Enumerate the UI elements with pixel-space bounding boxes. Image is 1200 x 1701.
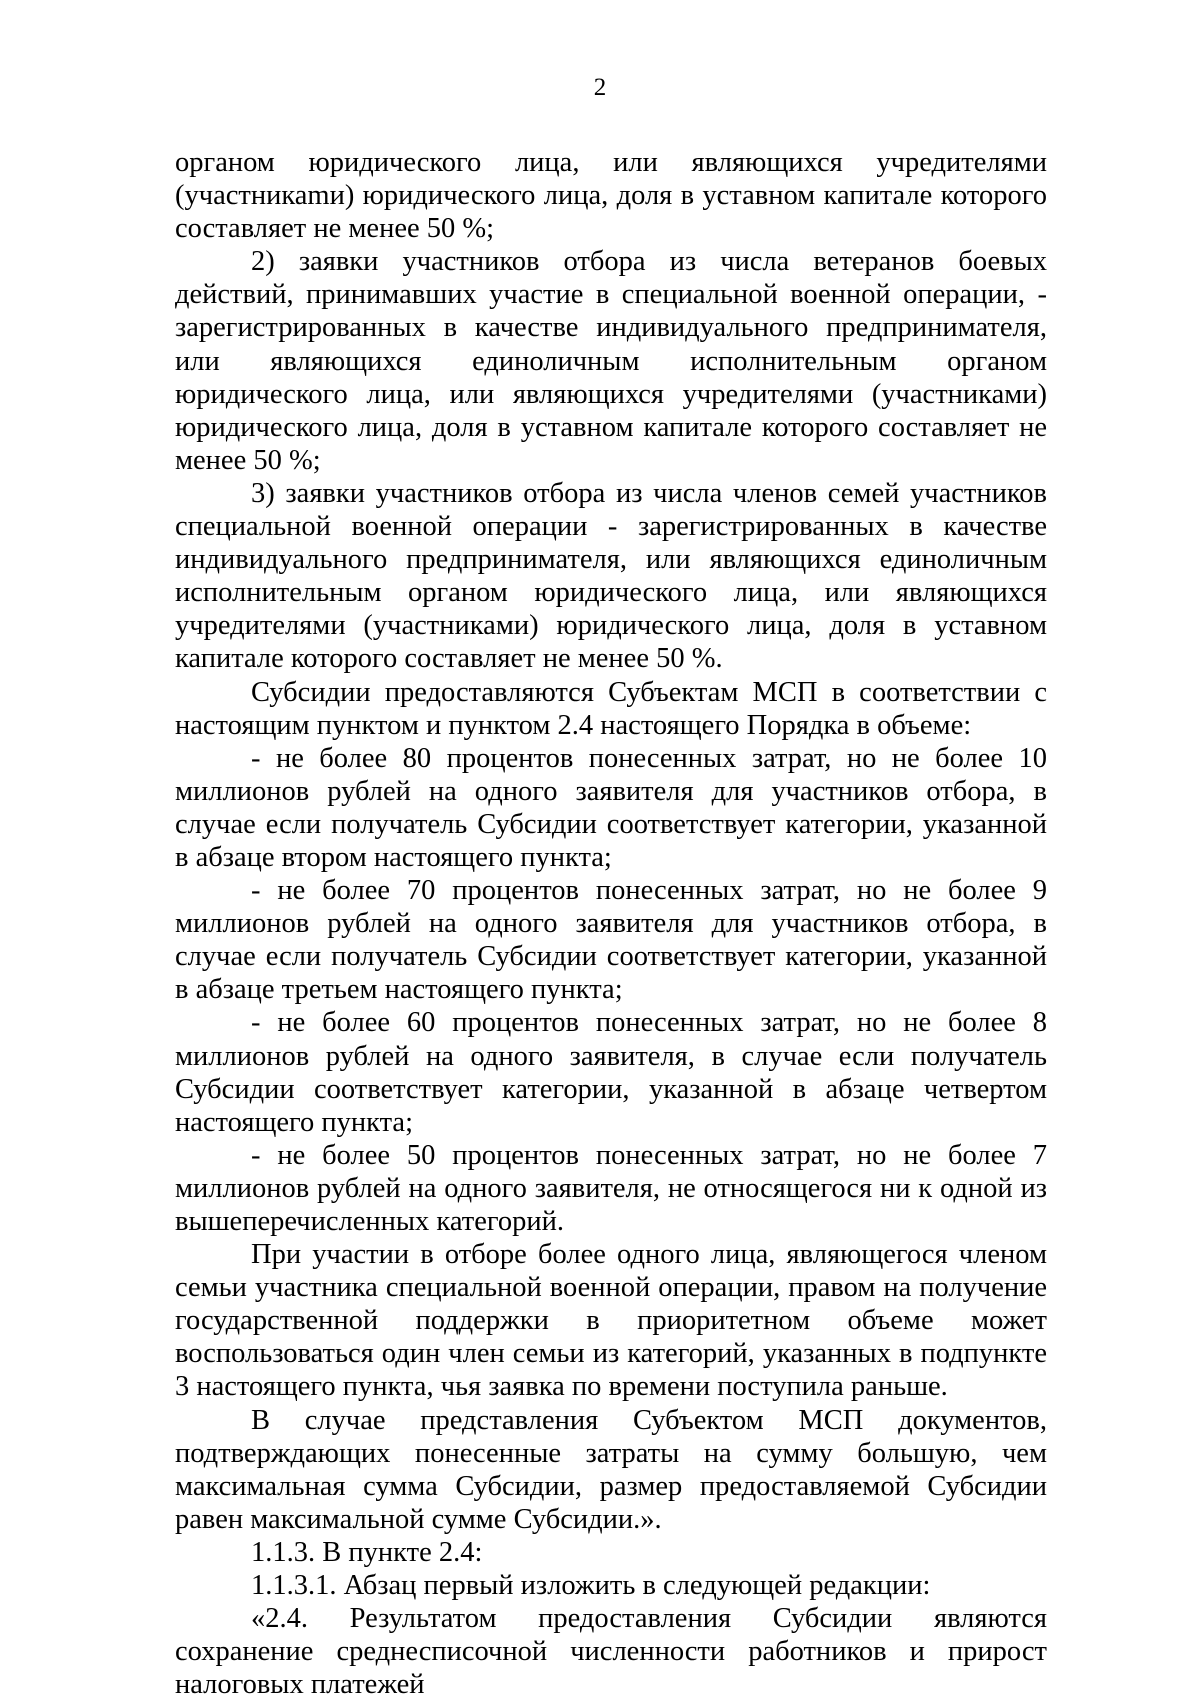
paragraph-limit-50: - не более 50 процентов понесенных затрат, но не более 7 миллионов рублей на одного заявителя, не относящегося ни к одной из вышеперечисленных категорий.	[175, 1139, 1047, 1237]
page-number: 2	[593, 74, 607, 101]
paragraph-2-4: «2.4. Результатом предоставления Субсидии являются сохранение среднесписочной численности работников и прирост налоговых платежей	[175, 1603, 1047, 1701]
paragraph-limit-60: - не более 60 процентов понесенных затрат, но не более 8 миллионов рублей на одного заявителя, в случае если получатель Субсидии соответствует категории, указанной в абзаце четвертом настоящего пункта;	[175, 1007, 1047, 1138]
paragraph-1-1-3-1: 1.1.3.1. Абзац первый изложить в следующей редакции:	[251, 1570, 931, 1602]
paragraph-max-sum: В случае представления Субъектом МСП документов, подтверждающих понесенные затраты на сумму большую, чем максимальная сумма Субсидии, размер предоставляемой Субсидии равен максимальной сумме Субсидии.».	[175, 1404, 1047, 1535]
paragraph-1-1-3: 1.1.3. В пункте 2.4:	[251, 1536, 483, 1568]
paragraph-item-2: 2) заявки участников отбора из числа ветеранов боевых действий, принимавших участие в специальной военной операции, - зарегистрированных в качестве индивидуального предпринимателя, или являющихся единоличным исполнительным органом юридического лица, или являющихся учредителями (участниками) юридического лица, доля в уставном капитале которого составляет не менее 50 %;	[175, 246, 1047, 476]
paragraph-family-priority: При участии в отборе более одного лица, являющегося членом семьи участника специальной военной операции, правом на получение государственной поддержки в приоритетном объеме может воспользоваться один член семьи из категорий, указанных в подпункте 3 настоящего пункта, чья заявка по времени поступила раньше.	[175, 1239, 1047, 1403]
paragraph-item-3: 3) заявки участников отбора из числа членов семей участников специальной военной операции - зарегистрированных в качестве индивидуального предпринимателя, или являющихся единоличным исполнительным органом юридического лица, или являющихся учредителями (участниками) юридического лица, доля в уставном капитале которого составляет не менее 50 %.	[175, 477, 1047, 675]
paragraph-subsidies: Субсидии предоставляются Субъектам МСП в соответствии с настоящим пунктом и пунктом 2.4 настоящего Порядка в объеме:	[175, 676, 1047, 741]
paragraph-limit-80: - не более 80 процентов понесенных затрат, но не более 10 миллионов рублей на одного заявителя для участников отбора, в случае если получатель Субсидии соответствует категории, указанной в абзаце втором настоящего пункта;	[175, 742, 1047, 873]
document-body	[175, 146, 1047, 1701]
paragraph-continuation: органом юридического лица, или являющихся учредителями (участникаmи) юридического лица, доля в уставном капитале которого составляет не менее 50 %;	[175, 147, 1047, 245]
paragraph-limit-70: - не более 70 процентов понесенных затрат, но не более 9 миллионов рублей на одного заявителя для участников отбора, в случае если получатель Субсидии соответствует категории, указанной в абзаце третьем настоящего пункта;	[175, 875, 1047, 1006]
